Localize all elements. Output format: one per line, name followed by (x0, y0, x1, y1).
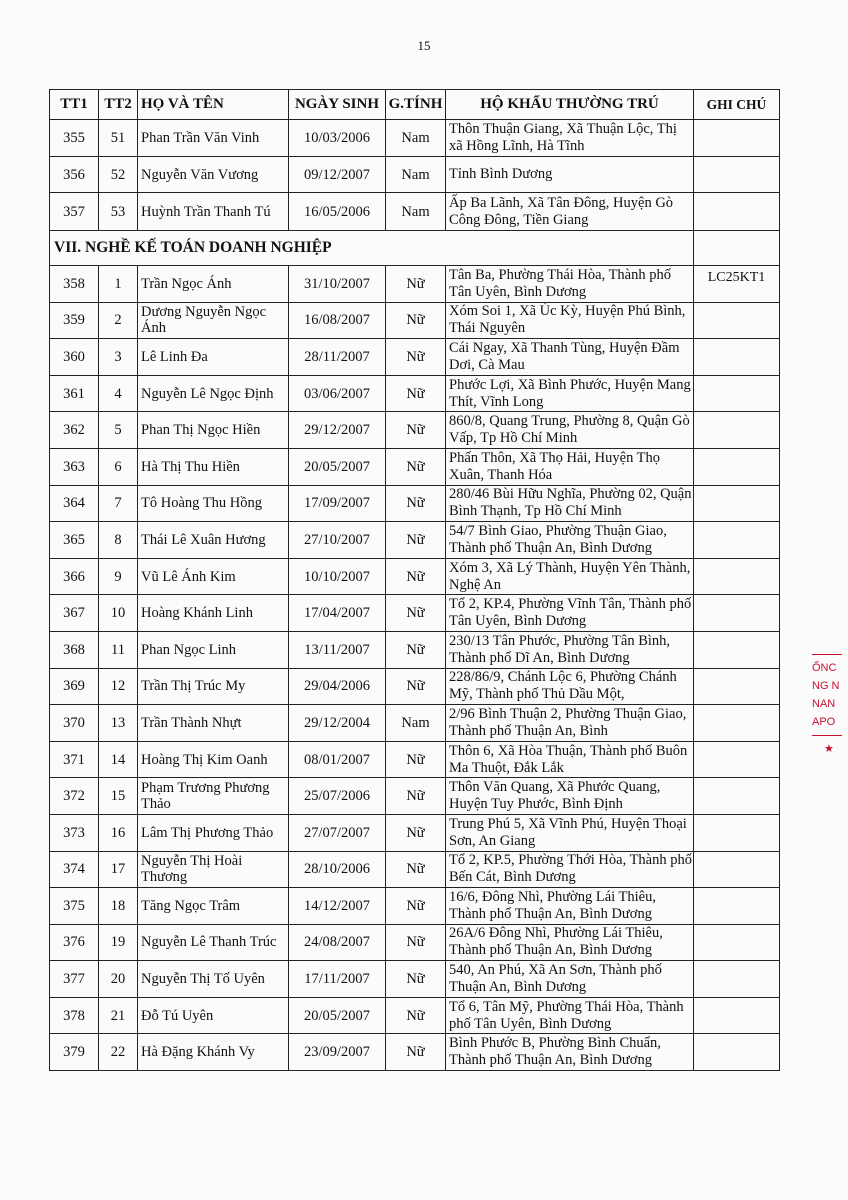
table-row (50, 668, 780, 705)
cell-dob: 10/03/2006 (289, 120, 386, 157)
cell-name: Nguyễn Lê Thanh Trúc (138, 924, 289, 961)
cell-tt1: 357 (50, 193, 99, 231)
header-dob: NGÀY SINH (289, 90, 386, 120)
cell-note (694, 924, 780, 961)
table-row (50, 485, 780, 522)
cell-address: 540, An Phú, Xã An Sơn, Thành phố Thuận An, Bình Dương (446, 961, 694, 998)
cell-tt2: 15 (99, 778, 138, 815)
cell-name: Trần Thị Trúc My (138, 668, 289, 705)
cell-tt2: 51 (99, 120, 138, 157)
cell-tt1: 370 (50, 705, 99, 742)
table-row (50, 375, 780, 412)
cell-dob: 17/09/2007 (289, 485, 386, 522)
cell-gender: Nữ (386, 814, 446, 851)
cell-note (694, 412, 780, 449)
cell-name: Đỗ Tú Uyên (138, 997, 289, 1034)
cell-tt2: 17 (99, 851, 138, 888)
cell-name: Phan Trần Văn Vinh (138, 120, 289, 157)
cell-note (694, 485, 780, 522)
table-row (50, 814, 780, 851)
cell-gender: Nữ (386, 631, 446, 668)
cell-note (694, 595, 780, 632)
cell-address: Tổ 2, KP.5, Phường Thới Hòa, Thành phố Bến Cát, Bình Dương (446, 851, 694, 888)
cell-gender: Nam (386, 157, 446, 193)
header-row (50, 90, 780, 120)
header-note: GHI CHÚ (694, 90, 780, 120)
cell-note (694, 120, 780, 157)
cell-tt2: 5 (99, 412, 138, 449)
cell-tt2: 3 (99, 339, 138, 376)
cell-note (694, 193, 780, 231)
cell-dob: 13/11/2007 (289, 631, 386, 668)
cell-dob: 08/01/2007 (289, 741, 386, 778)
cell-dob: 29/12/2004 (289, 705, 386, 742)
cell-name: Trần Ngọc Ánh (138, 266, 289, 303)
cell-dob: 29/04/2006 (289, 668, 386, 705)
cell-gender: Nữ (386, 485, 446, 522)
cell-gender: Nữ (386, 339, 446, 376)
red-stamp-fragment: ỐNC NG N NAN APO ★ (812, 650, 848, 800)
cell-name: Phan Thị Ngọc Hiền (138, 412, 289, 449)
cell-tt1: 366 (50, 558, 99, 595)
cell-tt2: 19 (99, 924, 138, 961)
cell-tt1: 373 (50, 814, 99, 851)
cell-gender: Nam (386, 120, 446, 157)
cell-name: Phan Ngọc Linh (138, 631, 289, 668)
cell-address: 280/46 Bùi Hữu Nghĩa, Phường 02, Quận Bình Thạnh, Tp Hồ Chí Minh (446, 485, 694, 522)
cell-tt1: 371 (50, 741, 99, 778)
cell-name: Nguyễn Văn Vương (138, 157, 289, 193)
cell-tt2: 8 (99, 522, 138, 559)
cell-tt2: 7 (99, 485, 138, 522)
cell-name: Hoàng Khánh Linh (138, 595, 289, 632)
cell-dob: 29/12/2007 (289, 412, 386, 449)
cell-tt1: 372 (50, 778, 99, 815)
cell-note (694, 558, 780, 595)
stamp-text: ỐNC (812, 662, 837, 674)
cell-address: 54/7 Bình Giao, Phường Thuận Giao, Thành phố Thuận An, Bình Dương (446, 522, 694, 559)
cell-name: Hà Thị Thu Hiền (138, 448, 289, 485)
cell-address: Tân Ba, Phường Thái Hòa, Thành phố Tân Uyên, Bình Dương (446, 266, 694, 303)
cell-tt2: 6 (99, 448, 138, 485)
cell-name: Dương Nguyễn Ngọc Ánh (138, 302, 289, 339)
cell-name: Hoàng Thị Kim Oanh (138, 741, 289, 778)
cell-tt1: 363 (50, 448, 99, 485)
cell-address: Xóm Soi 1, Xã Úc Kỳ, Huyện Phú Bình, Thái Nguyên (446, 302, 694, 339)
student-table (49, 89, 780, 1071)
cell-dob: 16/08/2007 (289, 302, 386, 339)
cell-tt1: 360 (50, 339, 99, 376)
cell-tt2: 1 (99, 266, 138, 303)
cell-tt2: 13 (99, 705, 138, 742)
cell-tt2: 21 (99, 997, 138, 1034)
cell-tt2: 11 (99, 631, 138, 668)
cell-note (694, 997, 780, 1034)
cell-address: Tổ 6, Tân Mỹ, Phường Thái Hòa, Thành phố Tân Uyên, Bình Dương (446, 997, 694, 1034)
cell-name: Trần Thành Nhựt (138, 705, 289, 742)
cell-dob: 14/12/2007 (289, 888, 386, 925)
cell-note (694, 375, 780, 412)
cell-dob: 20/05/2007 (289, 997, 386, 1034)
cell-name: Nguyễn Lê Ngọc Định (138, 375, 289, 412)
cell-dob: 16/05/2006 (289, 193, 386, 231)
cell-name: Nguyễn Thị Tố Uyên (138, 961, 289, 998)
table-row (50, 302, 780, 339)
cell-tt1: 358 (50, 266, 99, 303)
table-row (50, 778, 780, 815)
cell-address: Phước Lợi, Xã Bình Phước, Huyện Mang Thít, Vĩnh Long (446, 375, 694, 412)
cell-note (694, 302, 780, 339)
table-row (50, 266, 780, 303)
cell-address: Ấp Ba Lãnh, Xã Tân Đông, Huyện Gò Công Đông, Tiền Giang (446, 193, 694, 231)
cell-tt1: 376 (50, 924, 99, 961)
cell-address: Trung Phú 5, Xã Vĩnh Phú, Huyện Thoại Sơn, An Giang (446, 814, 694, 851)
cell-dob: 28/11/2007 (289, 339, 386, 376)
header-tt2: TT2 (99, 90, 138, 120)
cell-name: Nguyễn Thị Hoài Thương (138, 851, 289, 888)
cell-tt2: 22 (99, 1034, 138, 1071)
cell-gender: Nữ (386, 266, 446, 303)
cell-gender: Nữ (386, 668, 446, 705)
table-row (50, 193, 780, 231)
cell-dob: 27/07/2007 (289, 814, 386, 851)
cell-dob: 03/06/2007 (289, 375, 386, 412)
table-row (50, 741, 780, 778)
cell-gender: Nam (386, 193, 446, 231)
cell-gender: Nữ (386, 558, 446, 595)
cell-dob: 24/08/2007 (289, 924, 386, 961)
cell-tt2: 2 (99, 302, 138, 339)
cell-gender: Nam (386, 705, 446, 742)
table-row (50, 1034, 780, 1071)
cell-address: 16/6, Đông Nhì, Phường Lái Thiêu, Thành phố Thuận An, Bình Dương (446, 888, 694, 925)
cell-name: Huỳnh Trần Thanh Tú (138, 193, 289, 231)
header-gender: G.TÍNH (386, 90, 446, 120)
cell-tt1: 359 (50, 302, 99, 339)
cell-tt1: 375 (50, 888, 99, 925)
cell-tt2: 14 (99, 741, 138, 778)
cell-gender: Nữ (386, 522, 446, 559)
cell-gender: Nữ (386, 595, 446, 632)
cell-dob: 27/10/2007 (289, 522, 386, 559)
cell-name: Thái Lê Xuân Hương (138, 522, 289, 559)
stamp-text: NG N (812, 680, 840, 692)
cell-note (694, 522, 780, 559)
cell-note (694, 339, 780, 376)
cell-tt1: 362 (50, 412, 99, 449)
cell-gender: Nữ (386, 997, 446, 1034)
table-row (50, 888, 780, 925)
cell-name: Tăng Ngọc Trâm (138, 888, 289, 925)
table-row (50, 924, 780, 961)
cell-note (694, 741, 780, 778)
cell-name: Hà Đặng Khánh Vy (138, 1034, 289, 1071)
cell-note (694, 961, 780, 998)
cell-tt1: 374 (50, 851, 99, 888)
cell-note (694, 448, 780, 485)
table-row (50, 522, 780, 559)
cell-dob: 17/11/2007 (289, 961, 386, 998)
cell-note (694, 888, 780, 925)
cell-address: Tỉnh Bình Dương (446, 157, 694, 193)
cell-gender: Nữ (386, 741, 446, 778)
page-number: 15 (417, 38, 431, 53)
cell-tt1: 364 (50, 485, 99, 522)
cell-tt1: 361 (50, 375, 99, 412)
cell-gender: Nữ (386, 375, 446, 412)
cell-tt1: 356 (50, 157, 99, 193)
cell-note (694, 778, 780, 815)
table-row (50, 631, 780, 668)
section-note-cell (694, 231, 780, 266)
cell-name: Phạm Trương Phương Thảo (138, 778, 289, 815)
cell-gender: Nữ (386, 412, 446, 449)
cell-dob: 23/09/2007 (289, 1034, 386, 1071)
cell-note (694, 668, 780, 705)
cell-name: Lâm Thị Phương Thảo (138, 814, 289, 851)
table-row (50, 339, 780, 376)
cell-tt1: 378 (50, 997, 99, 1034)
cell-address: 2/96 Bình Thuận 2, Phường Thuận Giao, Thành phố Thuận An, Bình (446, 705, 694, 742)
cell-gender: Nữ (386, 302, 446, 339)
cell-note: LC25KT1 (694, 266, 780, 303)
table-row (50, 595, 780, 632)
table-row (50, 961, 780, 998)
cell-address: Thôn Văn Quang, Xã Phước Quang, Huyện Tuy Phước, Bình Định (446, 778, 694, 815)
cell-tt1: 367 (50, 595, 99, 632)
cell-address: Thôn 6, Xã Hòa Thuận, Thành phố Buôn Ma Thuột, Đắk Lắk (446, 741, 694, 778)
cell-address: 26A/6 Đông Nhì, Phường Lái Thiêu, Thành phố Thuận An, Bình Dương (446, 924, 694, 961)
cell-tt2: 12 (99, 668, 138, 705)
table-row (50, 412, 780, 449)
header-name: HỌ VÀ TÊN (138, 90, 289, 120)
cell-gender: Nữ (386, 778, 446, 815)
cell-note (694, 814, 780, 851)
table-row (50, 705, 780, 742)
cell-address: 230/13 Tân Phước, Phường Tân Bình, Thành phố Dĩ An, Bình Dương (446, 631, 694, 668)
cell-tt2: 53 (99, 193, 138, 231)
cell-address: Tổ 2, KP.4, Phường Vĩnh Tân, Thành phố Tân Uyên, Bình Dương (446, 595, 694, 632)
cell-gender: Nữ (386, 961, 446, 998)
table-row (50, 157, 780, 193)
cell-name: Lê Linh Đa (138, 339, 289, 376)
cell-dob: 28/10/2006 (289, 851, 386, 888)
cell-tt2: 10 (99, 595, 138, 632)
cell-tt1: 377 (50, 961, 99, 998)
cell-tt2: 4 (99, 375, 138, 412)
cell-note (694, 851, 780, 888)
stamp-text: NAN (812, 698, 836, 710)
cell-dob: 09/12/2007 (289, 157, 386, 193)
table-row (50, 558, 780, 595)
cell-note (694, 157, 780, 193)
cell-address: Bình Phước B, Phường Bình Chuẩn, Thành phố Thuận An, Bình Dương (446, 1034, 694, 1071)
cell-tt2: 9 (99, 558, 138, 595)
cell-address: Thôn Thuận Giang, Xã Thuận Lộc, Thị xã Hồng Lĩnh, Hà Tĩnh (446, 120, 694, 157)
cell-tt1: 369 (50, 668, 99, 705)
cell-note (694, 631, 780, 668)
cell-tt1: 355 (50, 120, 99, 157)
cell-name: Vũ Lê Ánh Kim (138, 558, 289, 595)
cell-gender: Nữ (386, 448, 446, 485)
cell-gender: Nữ (386, 924, 446, 961)
cell-tt2: 18 (99, 888, 138, 925)
stamp-text: APO (812, 716, 836, 728)
cell-tt1: 368 (50, 631, 99, 668)
cell-note (694, 1034, 780, 1071)
header-address: HỘ KHẨU THƯỜNG TRÚ (446, 90, 694, 120)
section-row (50, 231, 780, 266)
cell-address: Cái Ngay, Xã Thanh Tùng, Huyện Đầm Dơi, Cà Mau (446, 339, 694, 376)
cell-address: Phấn Thôn, Xã Thọ Hải, Huyện Thọ Xuân, Thanh Hóa (446, 448, 694, 485)
table-row (50, 851, 780, 888)
cell-gender: Nữ (386, 1034, 446, 1071)
table-row (50, 120, 780, 157)
cell-address: 860/8, Quang Trung, Phường 8, Quận Gò Vấp, Tp Hồ Chí Minh (446, 412, 694, 449)
cell-note (694, 705, 780, 742)
cell-tt1: 379 (50, 1034, 99, 1071)
cell-tt1: 365 (50, 522, 99, 559)
cell-name: Tô Hoàng Thu Hồng (138, 485, 289, 522)
cell-dob: 17/04/2007 (289, 595, 386, 632)
table-row (50, 448, 780, 485)
section-title: VII. NGHỀ KẾ TOÁN DOANH NGHIỆP (50, 231, 694, 266)
cell-dob: 20/05/2007 (289, 448, 386, 485)
cell-address: 228/86/9, Chánh Lộc 6, Phường Chánh Mỹ, Thành phố Thủ Dầu Một, (446, 668, 694, 705)
cell-tt2: 16 (99, 814, 138, 851)
cell-dob: 31/10/2007 (289, 266, 386, 303)
cell-tt2: 20 (99, 961, 138, 998)
cell-address: Xóm 3, Xã Lý Thành, Huyện Yên Thành, Nghệ An (446, 558, 694, 595)
header-tt1: TT1 (50, 90, 99, 120)
cell-dob: 10/10/2007 (289, 558, 386, 595)
cell-dob: 25/07/2006 (289, 778, 386, 815)
cell-gender: Nữ (386, 851, 446, 888)
table-row (50, 997, 780, 1034)
cell-tt2: 52 (99, 157, 138, 193)
cell-gender: Nữ (386, 888, 446, 925)
